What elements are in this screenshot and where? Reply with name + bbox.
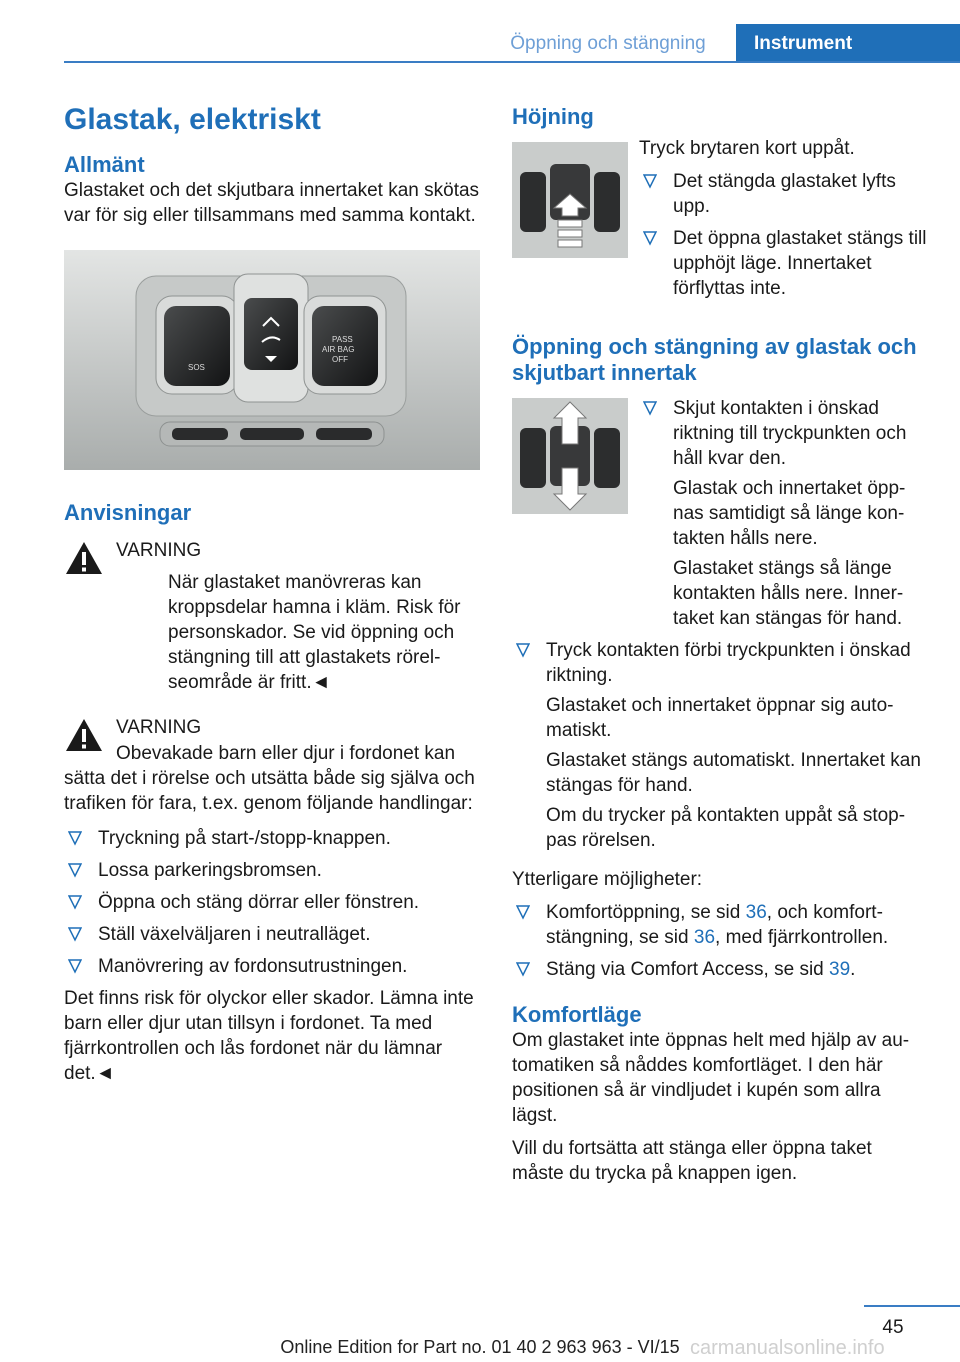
triangle-bullet-icon — [68, 926, 82, 942]
list-item: Tryckning på start-/stopp-knappen. — [64, 826, 480, 851]
left-column — [64, 100, 480, 1100]
triangle-bullet-icon — [643, 173, 657, 189]
oppning-heading: Öppning och stängning av glastak och skjutbart innertak — [512, 334, 917, 385]
page-title: Glastak, elektriskt — [64, 103, 321, 136]
triangle-bullet-icon — [516, 642, 530, 658]
triangle-bullet-icon — [68, 830, 82, 846]
warning-triangle-icon — [64, 540, 104, 576]
allmant-text: Glastaket och det skjutbara innertaket kan skötas var för sig eller tillsammans med samma kontakt. — [64, 180, 480, 226]
warning-block-1 — [64, 538, 480, 695]
header-section-title: Öppning och stängning — [510, 33, 706, 54]
list-item: Det stängda glastaket lyfts upp. — [639, 169, 928, 219]
right-column — [512, 104, 928, 1194]
triangle-bullet-icon — [516, 961, 530, 977]
list-item: Öppna och stäng dörrar eller fönstren. — [64, 890, 480, 915]
list-item: Skjut kontakten i önskad riktning till tryckpunkten och håll kvar den. Glastak och innertaket öppnas samtidigt så länge kontakten hålls nere. Glastaket stängs så länge kontakten hålls nere. Innertaket kan stängas för hand. — [639, 396, 928, 631]
list-item: Det öppna glastaket stängs till upphöjt läge. Innertaket förflyttas inte. — [639, 226, 928, 301]
triangle-bullet-icon — [643, 400, 657, 416]
ytterligare-text: Ytterligare möjligheter: — [512, 869, 703, 890]
pass-label: PASS — [332, 335, 353, 344]
page-number: 45 — [882, 1317, 904, 1338]
page-link-39[interactable]: 39 — [829, 959, 851, 980]
warning-title: VARNING — [116, 717, 202, 738]
allmant-heading: Allmänt — [64, 152, 145, 177]
triangle-bullet-icon — [68, 958, 82, 974]
komfort-text-1: Om glastaket inte öppnas helt med hjälp av automatiken så nåddes komfortläget. I den här positionen så är vindljudet i kupén som allra lägst. — [512, 1030, 910, 1126]
list-item: Tryck kontakten förbi tryckpunkten i önskad riktning. Glastaket och innertaket öppnar sig automatiskt. Glastaket stängs automatiskt. Innertaket kan stängas för hand. Om du trycker på kontakten uppåt så stoppas rörelsen. — [512, 638, 928, 853]
triangle-bullet-icon — [643, 230, 657, 246]
list-item: Lossa parkeringsbromsen. — [64, 858, 480, 883]
hojning-heading: Höjning — [512, 104, 594, 129]
triangle-bullet-icon — [516, 904, 530, 920]
page-link-36[interactable]: 36 — [745, 902, 767, 923]
header-rule — [64, 61, 960, 63]
list-item: Komfortöppning, se sid 36, och komfortstängning, se sid 36, med fjärrkontrollen. — [512, 900, 928, 950]
edition-text: Online Edition for Part no. 01 40 2 963 963 - VI/15 — [280, 1337, 680, 1357]
komfort-text-2: Vill du fortsätta att stänga eller öppna taket måste du trycka på knappen igen. — [512, 1138, 872, 1184]
airbag-label: AIR BAG — [322, 345, 355, 354]
triangle-bullet-icon — [68, 894, 82, 910]
warning-text-2: Obevakade barn eller djur i fordonet kan sätta det i rörelse och utsätta både sig själva och trafiken för fara, t.ex. genom följande handlingar: — [64, 743, 475, 814]
oppning-row — [512, 398, 928, 638]
oppning-list-outer — [512, 638, 928, 853]
sos-label: SOS — [188, 363, 205, 372]
header-chapter-tab: Instrument — [736, 24, 960, 63]
hojning-intro: Tryck brytaren kort uppåt. — [639, 138, 855, 159]
list-item: Manövrering av fordonsutrustningen. — [64, 954, 480, 979]
triangle-bullet-icon — [68, 862, 82, 878]
watermark: carmanualsonline.info — [690, 1337, 885, 1359]
ytterligare-list — [512, 900, 928, 982]
warning-bullet-list — [64, 826, 480, 979]
komfort-heading: Komfortläge — [512, 1002, 642, 1027]
off-label: OFF — [332, 355, 348, 364]
hojning-row — [512, 138, 928, 308]
anvisningar-heading: Anvisningar — [64, 500, 192, 525]
hojning-list — [639, 169, 928, 301]
list-item: Ställ växelväljaren i neutralläget. — [64, 922, 480, 947]
warning-after-text: Det finns risk för olyckor eller skador. Lämna inte barn eller djur utan tillsyn i fordonet. Ta med fjärrkontrollen och lås fordonet när du lämnar det.◄ — [64, 988, 474, 1084]
page-link-36[interactable]: 36 — [693, 927, 716, 948]
warning-title: VARNING — [116, 540, 202, 561]
switch-raise-image — [512, 142, 628, 258]
list-item: Stäng via Comfort Access, se sid 39. — [512, 957, 928, 982]
warning-block-2 — [64, 715, 480, 740]
switch-slide-image — [512, 398, 628, 514]
footer-rule — [864, 1305, 960, 1307]
oppning-list-inner — [639, 396, 928, 631]
overhead-console-photo — [64, 250, 480, 470]
warning-text-1: När glastaket manövreras kan kroppsdelar hamna i kläm. Risk för personskador. Se vid öppning och stängning till att glastakets rörelseområde är fritt.◄ — [168, 572, 461, 693]
